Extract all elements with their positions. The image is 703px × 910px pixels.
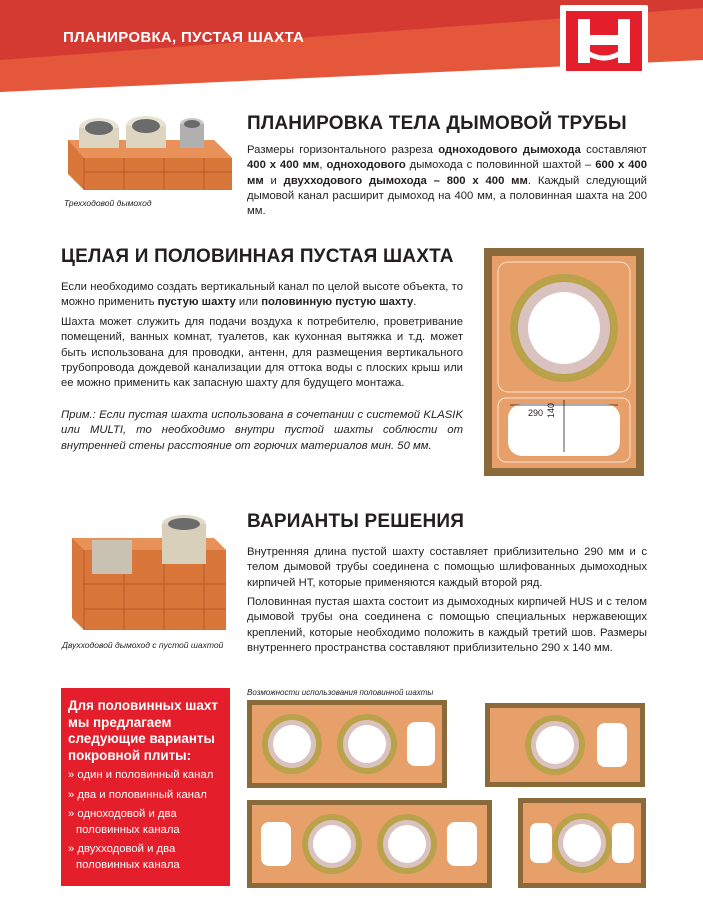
- two-flue-chimney-photo: [64, 514, 229, 634]
- section-heading-empty-shaft: ЦЕЛАЯ И ПОЛОВИННАЯ ПУСТАЯ ШАХТА: [61, 246, 454, 267]
- plan-two-flue-half-shaft: [247, 700, 447, 788]
- cover-plate-option: » два и половинный канал: [68, 788, 207, 801]
- text: . Каждый следующий дымовой канал расширит дымоход на 400 мм, а половинная шахта на 200 мм.: [247, 174, 647, 218]
- text: и: [263, 174, 284, 187]
- page-header-title: ПЛАНИРОВКА, ПУСТАЯ ШАХТА: [63, 29, 305, 46]
- section-heading-solutions: ВАРИАНТЫ РЕШЕНИЯ: [247, 511, 465, 532]
- text: составляют: [580, 144, 647, 156]
- three-flue-chimney-photo: [64, 110, 234, 196]
- section2-paragraph-2: Шахта может служить для подачи воздуха к потребителю, проветривание помещений, ванных комнат, туалетов, как кухонная вытяжка и т.д. может быть использована для проводки, антенн, для размещения вертикального трубопровода дождевой канализации для оттока воды с плоских крыш или ее можно применить как запасную шахту для будущего монтажа.: [61, 316, 463, 390]
- text-bold: двухходового дымохода – 800 x 400 мм: [283, 174, 528, 187]
- text: дымохода с половинной шахтой –: [405, 159, 596, 172]
- brand-logo: [560, 5, 648, 77]
- text: Размеры горизонтального разреза: [247, 144, 439, 156]
- text-bold: одноходового дымохода: [438, 144, 581, 156]
- dimension-height-label: 140: [546, 402, 556, 418]
- text: ,: [319, 159, 327, 172]
- section2-paragraph-1: [61, 280, 463, 311]
- section3-paragraph-2: Половинная пустая шахта состоит из дымоходных кирпичей HUS и с телом дымовой трубы она соединена с помощью специальных нержавеющих креплений, которые необходимо положить в каждый третий шов. Размеры внутреннего пространства составляют приблизительно 290 x 140 мм.: [247, 596, 647, 654]
- photo-caption-three-flue: Трехходовой дымоход: [64, 198, 152, 208]
- dimension-width-label: 290: [528, 408, 544, 418]
- text-bold: 600 x 400 мм: [247, 159, 647, 187]
- empty-shaft-plan-drawing: [484, 248, 644, 476]
- plan-one-flue-two-half-shafts: [518, 798, 646, 888]
- plan-two-flue-two-half-shafts: [247, 800, 492, 888]
- text: Если необходимо создать вертикальный канал по целой высоте объекта, то можно применить: [61, 281, 463, 309]
- text: .: [413, 296, 417, 309]
- cover-plate-options-box: [61, 688, 230, 886]
- text: или: [235, 296, 262, 309]
- text-bold: одноходового: [326, 159, 406, 172]
- text-bold: 400 x 400 мм: [247, 159, 320, 172]
- text-bold: половинную пустую шахту: [261, 296, 414, 309]
- text-bold: пустую шахту: [157, 296, 236, 309]
- cover-plate-options-title: Для половинных шахт мы предлагаем следующие варианты покровной плиты:: [68, 698, 218, 763]
- plans-caption: Возможности использования половинной шахты: [247, 688, 434, 697]
- section1-paragraph: [247, 143, 647, 219]
- cover-plate-option: » один и половинный канал: [68, 769, 214, 781]
- photo-caption-two-flue: Двухходовой дымоход с пустой шахтой: [62, 640, 224, 650]
- section-heading-layout: ПЛАНИРОВКА ТЕЛА ДЫМОВОЙ ТРУБЫ: [247, 113, 627, 134]
- plan-one-flue-half-shaft: [485, 703, 645, 787]
- section3-paragraph-1: Внутренняя длина пустой шахту составляет приблизительно 290 мм и с телом дымовой трубы соединена с помощью шлифованных дымоходных кирпичей HT, которые применяются каждый второй ряд.: [247, 546, 647, 589]
- cover-plate-option: » двухходовой и два половинных канала: [68, 843, 180, 871]
- cover-plate-option: » одноходовой и два половинных канала: [68, 808, 180, 836]
- section2-note: Прим.: Если пустая шахта использована в сочетании с системой KLASIK или MULTI, то необходимо внутри пустой шахты соблюсти от внутренней стены расстояние от горючих материалов мин. 50 мм.: [61, 409, 463, 452]
